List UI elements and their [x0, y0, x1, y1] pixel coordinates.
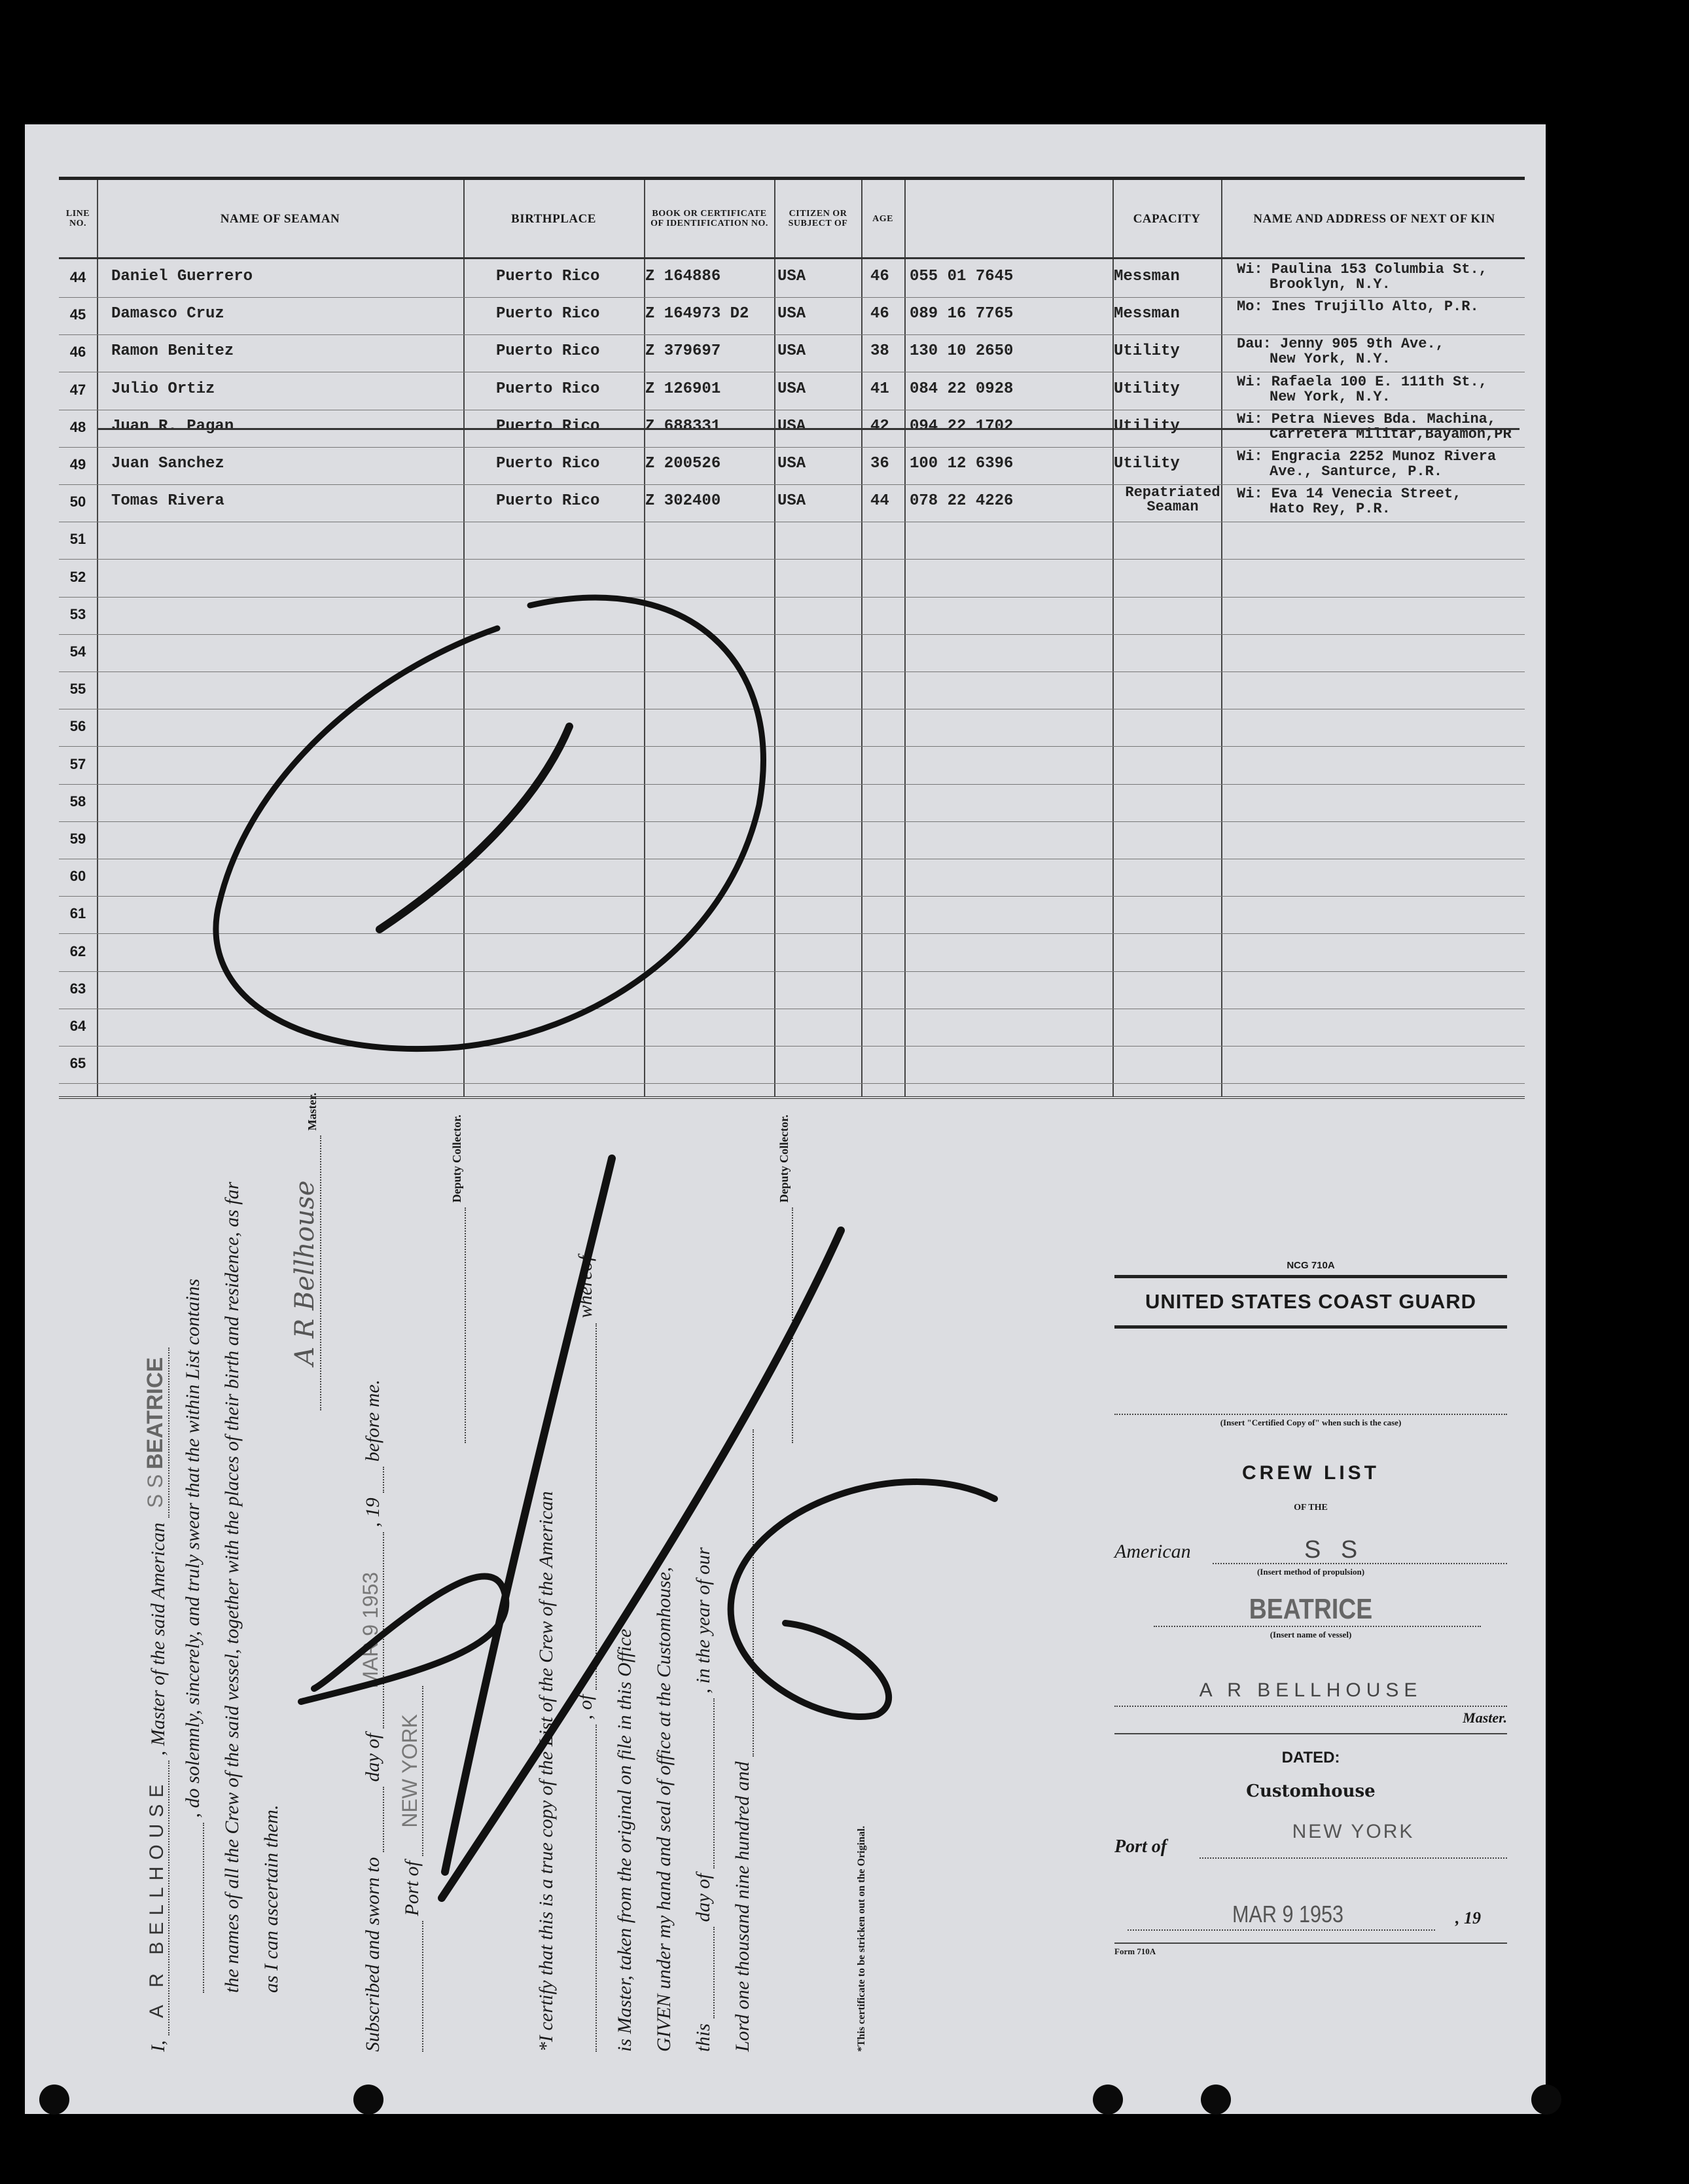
punch-hole [1093, 2085, 1123, 2115]
line-number: 47 [69, 381, 86, 398]
cell-age: 46 [870, 268, 889, 285]
table-row [59, 410, 1525, 448]
line-number: 60 [69, 868, 86, 885]
cell-ssn: 100 12 6396 [910, 455, 1014, 473]
oath-collector-line [444, 1115, 466, 1443]
propulsion-note: (Insert method of propulsion) [1256, 1567, 1365, 1577]
oath-vessel-name: BEATRICE [143, 1357, 168, 1470]
table-row [59, 859, 1525, 897]
cert-line-2 [575, 1256, 597, 2052]
oath-blank [465, 1208, 466, 1443]
cell-kin-line-1: Wi: Petra Nieves Bda. Machina, [1237, 410, 1497, 427]
header-birthplace: BIRTHPLACE [511, 212, 596, 226]
oath-vessel-type: S S [143, 1474, 167, 1509]
table-row [59, 709, 1525, 747]
vessel-line [1114, 1589, 1507, 1630]
line-number: 53 [69, 605, 86, 622]
line-number: 50 [69, 493, 86, 510]
table-row [59, 372, 1525, 410]
cell-ssn: 094 22 1702 [910, 417, 1014, 435]
oath-line-5 [359, 1380, 384, 2052]
cert-this: this [692, 2023, 714, 2052]
table-row [59, 747, 1525, 785]
form-footer: Form 710A [1114, 1946, 1156, 1956]
header-next-of-kin: NAME AND ADDRESS OF NEXT OF KIN [1253, 212, 1495, 226]
table-row [59, 447, 1525, 485]
cell-ssn: 055 01 7645 [910, 268, 1014, 285]
document-page [25, 124, 1546, 2114]
oath-blank [596, 1725, 597, 2052]
cell-kin-line-1: Wi: Paulina 153 Columbia St., [1237, 261, 1487, 277]
cell-ssn: 089 16 7765 [910, 305, 1014, 323]
cell-name: Damasco Cruz [111, 305, 224, 323]
cell-name: Julio Ortiz [111, 380, 215, 398]
oath-blank [422, 1921, 423, 2052]
cell-birthplace: Puerto Rico [496, 492, 600, 510]
cell-kin-line-1: Dau: Jenny 905 9th Ave., [1237, 336, 1444, 353]
cell-kin-line-2: New York, N.Y. [1270, 388, 1391, 405]
line-number: 58 [69, 793, 86, 810]
cell-name: Juan Sanchez [111, 455, 224, 473]
cover-form-code: NCG 710A [1287, 1260, 1335, 1271]
master-signature: A R Bellhouse [290, 1136, 321, 1410]
cert-of: , of [575, 1694, 596, 1720]
date-value: MAR 9 1953 [1232, 1901, 1344, 1927]
table-row [59, 971, 1525, 1009]
line-number: 62 [69, 942, 86, 959]
table-row [59, 560, 1525, 598]
line-number: 44 [69, 269, 86, 285]
row-strikethrough [98, 428, 1520, 430]
cell-citizen: USA [777, 342, 806, 361]
cover-title: CREW LIST [1242, 1462, 1379, 1484]
propulsion-value: S S [1304, 1536, 1364, 1564]
line-number: 55 [69, 681, 86, 698]
oath-port-blank [398, 1686, 423, 1856]
line-number: 56 [69, 718, 86, 735]
oath-collector: Deputy Collector. [450, 1115, 463, 1203]
cell-age: 42 [870, 417, 889, 435]
port-label: Port of [1114, 1836, 1167, 1857]
oath-blank [713, 1698, 715, 1869]
table-row [59, 597, 1525, 635]
cell-citizen: USA [777, 268, 806, 285]
cover-of-the: OF THE [1294, 1503, 1328, 1513]
line-number: 57 [69, 755, 86, 772]
date-year: , 19 [1455, 1908, 1481, 1927]
oath-line-1 [143, 1348, 169, 2052]
header-name: NAME OF SEAMAN [220, 212, 340, 226]
cell-ssn: 130 10 2650 [910, 342, 1014, 361]
cell-birthplace: Puerto Rico [496, 342, 600, 361]
rule [1114, 1733, 1507, 1734]
header-citizen: CITIZEN OR SUBJECT OF [788, 209, 848, 228]
cell-capacity: Utility [1114, 342, 1180, 361]
cell-kin-line-2: Brooklyn, N.Y. [1270, 276, 1391, 293]
rule [1114, 1942, 1507, 1944]
cell-birthplace: Puerto Rico [496, 455, 600, 473]
oath-blank [383, 1787, 384, 1852]
line-number: 54 [69, 643, 86, 660]
oath-master-label: Master. [306, 1092, 319, 1131]
line-number: 63 [69, 980, 86, 997]
cell-book: Z 164973 D2 [645, 305, 749, 323]
cell-citizen: USA [777, 492, 806, 510]
crew-table [59, 177, 1525, 1099]
line-number: 51 [69, 531, 86, 548]
cell-citizen: USA [777, 417, 806, 435]
cell-ssn: 078 22 4226 [910, 492, 1014, 510]
oath-i: I, [147, 2040, 169, 2052]
cell-book: Z 164886 [645, 268, 721, 285]
oath-port: NEW YORK [398, 1714, 421, 1828]
table-row [59, 334, 1525, 372]
cell-kin-line-1: Mo: Ines Trujillo Alto, P.R. [1237, 298, 1479, 315]
header-capacity: CAPACITY [1133, 212, 1201, 226]
oath-date-blank [359, 1532, 384, 1728]
table-row [59, 1046, 1525, 1084]
line-number: 46 [69, 344, 86, 361]
cell-kin-line-1: Wi: Engracia 2252 Munoz Rivera [1237, 448, 1497, 465]
line-number: 49 [69, 456, 86, 473]
cert-collector: Deputy Collector. [777, 1115, 791, 1203]
cover-agency: UNITED STATES COAST GUARD [1145, 1290, 1477, 1313]
oath-date-stamp: MAR 9 1953 [359, 1571, 382, 1689]
cell-capacity: Repatriated Seaman [1125, 484, 1220, 516]
cert-text-1: *I certify that this is a true copy of the List of the Crew of the American [535, 1491, 557, 2052]
cell-birthplace: Puerto Rico [496, 417, 600, 435]
rule [1114, 1325, 1507, 1329]
cell-capacity: Utility [1114, 417, 1180, 435]
port-value: NEW YORK [1292, 1821, 1415, 1842]
cert-line-1 [535, 1491, 558, 2052]
line-number: 64 [69, 1018, 86, 1034]
master-name: A R BELLHOUSE [1199, 1679, 1423, 1701]
cell-citizen: USA [777, 305, 806, 323]
table-row [59, 522, 1525, 560]
cert-collector-line [771, 1115, 793, 1443]
line-number: 45 [69, 306, 86, 323]
cover-form [1114, 1260, 1507, 1957]
cell-age: 36 [870, 455, 889, 473]
oath-line-4: as I can ascertain them. [260, 1804, 282, 1993]
line-number: 59 [69, 831, 86, 847]
cell-name: Daniel Guerrero [111, 268, 253, 285]
cell-book: Z 688331 [645, 417, 721, 435]
certified-blank [1114, 1407, 1507, 1415]
cell-citizen: USA [777, 455, 806, 473]
oath-block [143, 1083, 1059, 2052]
header-age: AGE [872, 213, 893, 224]
table-row [59, 634, 1525, 672]
oath-master-name: A R BELLHOUSE [146, 1778, 168, 2018]
cert-line-4: GIVEN under my hand and seal of office at the Customhouse, [653, 1567, 675, 2052]
cell-kin-line-2: Hato Rey, P.R. [1270, 501, 1391, 518]
cell-capacity: Utility [1114, 380, 1180, 398]
cell-age: 44 [870, 492, 889, 510]
punch-hole [1531, 2085, 1561, 2115]
cell-capacity: Messman [1114, 305, 1180, 323]
cert-day: day of [692, 1873, 714, 1922]
oath-master-blank [146, 1761, 169, 2035]
cell-birthplace: Puerto Rico [496, 380, 600, 398]
dated-label: DATED: [1281, 1749, 1340, 1766]
oath-line-2-text: , do solemnly, sincerely, and truly swear that the within List contains [182, 1278, 204, 1818]
oath-blank [713, 1927, 715, 2018]
cert-line-3: is Master, taken from the original on file in this Office [614, 1628, 635, 2052]
oath-port-label: Port of [401, 1861, 423, 1916]
cell-name: Tomas Rivera [111, 492, 224, 510]
cert-line-5 [692, 1547, 715, 2052]
table-row [59, 260, 1525, 298]
master-label: Master. [1463, 1710, 1507, 1726]
header-book: BOOK OR CERTIFICATE OF IDENTIFICATION NO. [650, 209, 768, 228]
cell-name: Juan R. Pagan [111, 417, 234, 435]
cell-kin-line-2: Carretera Militar,Bayamon,PR [1270, 425, 1512, 442]
line-number: 65 [69, 1055, 86, 1072]
cell-kin-line-1: Wi: Rafaela 100 E. 111th St., [1237, 373, 1487, 390]
cert-lord: Lord one thousand nine hundred and [732, 1761, 753, 2052]
date-line [1114, 1886, 1507, 1932]
cell-name: Ramon Benitez [111, 342, 234, 361]
oath-blank [203, 1823, 204, 1993]
cell-book: Z 200526 [645, 455, 721, 473]
oath-vessel-blank [143, 1348, 169, 1518]
oath-blank [753, 1429, 754, 1757]
customhouse-label: Customhouse [1246, 1781, 1376, 1801]
line-number: 52 [69, 568, 86, 585]
cell-book: Z 126901 [645, 380, 721, 398]
certified-note: (Insert "Certified Copy of" when such is the case) [1220, 1418, 1402, 1427]
line-number: 61 [69, 905, 86, 922]
oath-signature-line [290, 1093, 321, 1410]
header-rule [59, 257, 1525, 259]
oath-blank [383, 1467, 384, 1493]
oath-subscribed: Subscribed and sworn to [362, 1857, 383, 2052]
table-row [59, 297, 1525, 335]
cell-kin-line-2: Ave., Santurce, P.R. [1270, 463, 1443, 480]
cell-capacity: Utility [1114, 455, 1180, 473]
punch-hole [39, 2085, 69, 2115]
cell-kin-line-1: Wi: Eva 14 Venecia Street, [1237, 486, 1462, 503]
table-row [59, 671, 1525, 709]
oath-line-1-text: , Master of the said American [147, 1522, 169, 1756]
cell-capacity: Messman [1114, 268, 1180, 285]
oath-line-2 [182, 1279, 204, 1993]
cert-whereof: whereof [575, 1255, 596, 1319]
cell-book: Z 302400 [645, 492, 721, 510]
table-row [59, 784, 1525, 822]
oath-before-me: before me. [362, 1379, 383, 1462]
punch-hole [1201, 2085, 1231, 2115]
master-blank [1114, 1706, 1507, 1707]
vessel-name: BEATRICE [1249, 1593, 1373, 1625]
oath-day-of: day of [362, 1733, 383, 1782]
oath-year: , 19 [362, 1497, 383, 1528]
table-row [59, 1009, 1525, 1047]
oath-blank [596, 1323, 597, 1690]
port-line [1114, 1821, 1507, 1860]
oath-line-6 [398, 1686, 423, 2052]
line-number: 48 [69, 418, 86, 435]
header-line-no: LINE NO. [65, 209, 90, 228]
cell-birthplace: Puerto Rico [496, 268, 600, 285]
table-row [59, 896, 1525, 934]
master-line [1114, 1664, 1507, 1706]
cell-age: 38 [870, 342, 889, 361]
table-row [59, 934, 1525, 972]
table-row [59, 484, 1525, 522]
cell-age: 41 [870, 380, 889, 398]
table-row [59, 821, 1525, 859]
cell-birthplace: Puerto Rico [496, 305, 600, 323]
vessel-note: (Insert name of vessel) [1270, 1630, 1352, 1639]
propulsion-line [1114, 1533, 1507, 1567]
cell-citizen: USA [777, 380, 806, 398]
cell-ssn: 084 22 0928 [910, 380, 1014, 398]
cell-kin-line-2: New York, N.Y. [1270, 351, 1391, 368]
cell-book: Z 379697 [645, 342, 721, 361]
american-label: American [1114, 1541, 1191, 1562]
cell-age: 46 [870, 305, 889, 323]
cert-year-of-our: , in the year of our [692, 1547, 714, 1694]
punch-hole [353, 2085, 383, 2115]
oath-line-3: the names of all the Crew of the said vessel, together with the places of their birth and residence, as far [221, 1181, 243, 1993]
oath-blank [792, 1208, 793, 1443]
cert-footnote: *This certificate to be stricken out on the Original. [856, 1825, 867, 2052]
cert-line-6 [732, 1429, 754, 2052]
